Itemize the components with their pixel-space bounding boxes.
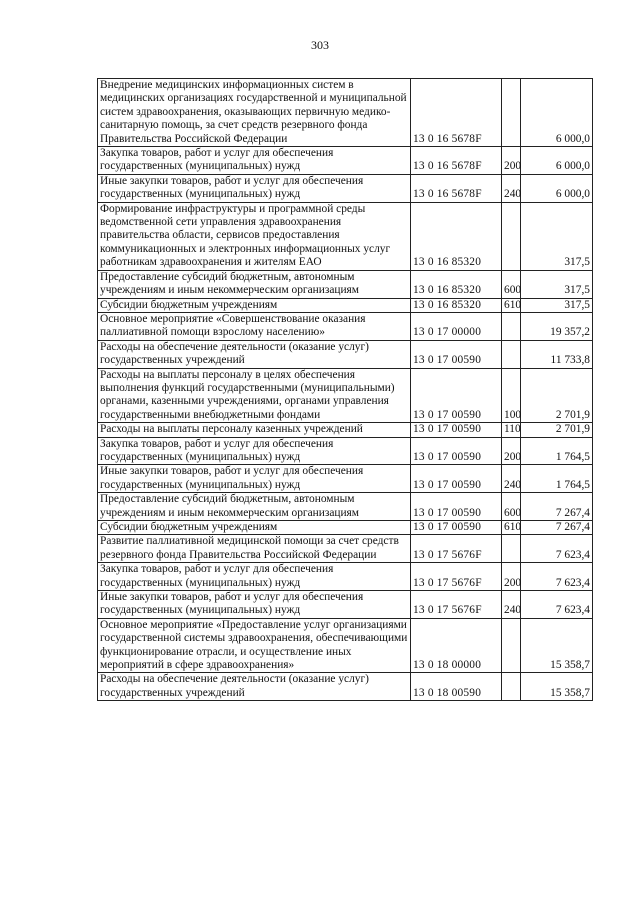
row-amount-cell: 2 701,9 [521, 423, 593, 437]
row-expense-type-cell [502, 618, 521, 673]
row-code-cell: 13 0 17 5676F [411, 591, 502, 619]
row-expense-type-cell [502, 312, 521, 340]
row-expense-type-cell: 200 [502, 563, 521, 591]
row-amount-cell: 1 764,5 [521, 437, 593, 465]
table-row [98, 591, 593, 619]
row-code-cell: 13 0 16 5678F [411, 174, 502, 202]
row-name-cell: Субсидии бюджетным учреждениям [98, 298, 411, 312]
row-amount-cell: 15 358,7 [521, 618, 593, 673]
row-expense-type-cell: 240 [502, 174, 521, 202]
table-row [98, 563, 593, 591]
row-expense-type-cell [502, 535, 521, 563]
table-row [98, 202, 593, 270]
row-amount-cell: 317,5 [521, 270, 593, 298]
row-expense-type-cell [502, 340, 521, 368]
row-expense-type-cell: 200 [502, 147, 521, 175]
row-name-cell: Иные закупки товаров, работ и услуг для обеспечения государственных (муниципальных) нужд [98, 174, 411, 202]
page-number: 303 [311, 38, 329, 52]
row-name-cell: Расходы на выплаты персоналу в целях обеспечения выполнения функций государственными (муниципальными) органами, казенными учреждениями, органами управления государственными внебюджетными фондами [98, 368, 411, 423]
row-expense-type-cell: 610 [502, 521, 521, 535]
row-amount-cell: 19 357,2 [521, 312, 593, 340]
row-amount-cell: 7 623,4 [521, 591, 593, 619]
row-code-cell: 13 0 17 00590 [411, 465, 502, 493]
row-expense-type-cell: 600 [502, 270, 521, 298]
table-row [98, 423, 593, 437]
row-code-cell: 13 0 17 5676F [411, 563, 502, 591]
row-code-cell: 13 0 16 5678F [411, 147, 502, 175]
row-name-cell: Внедрение медицинских информационных систем в медицинских организациях государственной и муниципальной систем здравоохранения, оказывающих первичную медико-санитарную помощь, за счет средств резервного фонда Правительства Российской Федерации [98, 79, 411, 147]
row-name-cell: Субсидии бюджетным учреждениям [98, 521, 411, 535]
row-amount-cell: 317,5 [521, 298, 593, 312]
budget-table [97, 78, 593, 701]
row-code-cell: 13 0 17 00590 [411, 340, 502, 368]
table-row [98, 493, 593, 521]
row-expense-type-cell: 610 [502, 298, 521, 312]
row-code-cell: 13 0 16 85320 [411, 298, 502, 312]
table-row [98, 270, 593, 298]
row-name-cell: Предоставление субсидий бюджетным, автономным учреждениям и иным некоммерческим организациям [98, 493, 411, 521]
row-code-cell: 13 0 17 00590 [411, 493, 502, 521]
row-expense-type-cell: 100 [502, 368, 521, 423]
row-name-cell: Расходы на выплаты персоналу казенных учреждений [98, 423, 411, 437]
table-row [98, 174, 593, 202]
row-amount-cell: 15 358,7 [521, 673, 593, 701]
row-code-cell: 13 0 17 00000 [411, 312, 502, 340]
row-name-cell: Расходы на обеспечение деятельности (оказание услуг) государственных учреждений [98, 673, 411, 701]
row-amount-cell: 7 623,4 [521, 563, 593, 591]
row-name-cell: Формирование инфраструктуры и программной среды ведомственной сети управления здравоохранения правительства области, сервисов предоставления коммуникационных и электронных информационных услуг работникам здравоохранения и жителям ЕАО [98, 202, 411, 270]
row-name-cell: Основное мероприятие «Предоставление услуг организациями государственной системы здравоохранения, обеспечивающими функционирование отрасли, и осуществление иных мероприятий в сфере здравоохранения» [98, 618, 411, 673]
row-amount-cell: 7 623,4 [521, 535, 593, 563]
table-row [98, 298, 593, 312]
row-name-cell: Иные закупки товаров, работ и услуг для обеспечения государственных (муниципальных) нужд [98, 591, 411, 619]
row-code-cell: 13 0 17 5676F [411, 535, 502, 563]
row-expense-type-cell [502, 79, 521, 147]
row-name-cell: Иные закупки товаров, работ и услуг для обеспечения государственных (муниципальных) нужд [98, 465, 411, 493]
table-row [98, 465, 593, 493]
row-expense-type-cell [502, 673, 521, 701]
row-name-cell: Развитие паллиативной медицинской помощи за счет средств резервного фонда Правительства Российской Федерации [98, 535, 411, 563]
row-amount-cell: 2 701,9 [521, 368, 593, 423]
row-name-cell: Закупка товаров, работ и услуг для обеспечения государственных (муниципальных) нужд [98, 563, 411, 591]
table-row [98, 618, 593, 673]
row-expense-type-cell [502, 202, 521, 270]
row-amount-cell: 6 000,0 [521, 79, 593, 147]
row-amount-cell: 6 000,0 [521, 147, 593, 175]
table-row [98, 340, 593, 368]
row-amount-cell: 1 764,5 [521, 465, 593, 493]
table-row [98, 368, 593, 423]
row-name-cell: Закупка товаров, работ и услуг для обеспечения государственных (муниципальных) нужд [98, 147, 411, 175]
table-row [98, 673, 593, 701]
table-row [98, 147, 593, 175]
row-amount-cell: 7 267,4 [521, 493, 593, 521]
row-code-cell: 13 0 18 00590 [411, 673, 502, 701]
row-amount-cell: 7 267,4 [521, 521, 593, 535]
table-row [98, 535, 593, 563]
row-expense-type-cell: 110 [502, 423, 521, 437]
row-code-cell: 13 0 17 00590 [411, 368, 502, 423]
budget-table-body [98, 79, 593, 701]
table-row [98, 437, 593, 465]
row-expense-type-cell: 200 [502, 437, 521, 465]
row-expense-type-cell: 240 [502, 465, 521, 493]
row-amount-cell: 317,5 [521, 202, 593, 270]
row-code-cell: 13 0 17 00590 [411, 437, 502, 465]
row-code-cell: 13 0 17 00590 [411, 521, 502, 535]
row-name-cell: Закупка товаров, работ и услуг для обеспечения государственных (муниципальных) нужд [98, 437, 411, 465]
row-code-cell: 13 0 18 00000 [411, 618, 502, 673]
table-row [98, 521, 593, 535]
row-amount-cell: 11 733,8 [521, 340, 593, 368]
row-code-cell: 13 0 17 00590 [411, 423, 502, 437]
row-name-cell: Расходы на обеспечение деятельности (оказание услуг) государственных учреждений [98, 340, 411, 368]
row-amount-cell: 6 000,0 [521, 174, 593, 202]
row-name-cell: Основное мероприятие «Совершенствование оказания паллиативной помощи взрослому населению» [98, 312, 411, 340]
row-code-cell: 13 0 16 85320 [411, 202, 502, 270]
row-name-cell: Предоставление субсидий бюджетным, автономным учреждениям и иным некоммерческим организациям [98, 270, 411, 298]
row-code-cell: 13 0 16 5678F [411, 79, 502, 147]
table-row [98, 79, 593, 147]
row-code-cell: 13 0 16 85320 [411, 270, 502, 298]
row-expense-type-cell: 600 [502, 493, 521, 521]
table-row [98, 312, 593, 340]
row-expense-type-cell: 240 [502, 591, 521, 619]
